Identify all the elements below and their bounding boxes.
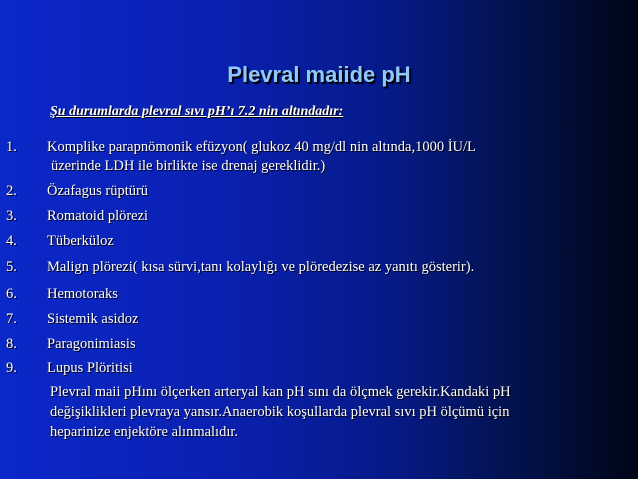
list-item-number: 3.	[6, 208, 17, 224]
list-item-text: Malign plörezi( kısa sürvi,tanı kolaylığı ve plöredezise az yanıtı gösterir).	[47, 259, 475, 275]
list-item-text: Özafagus rüptürü	[47, 183, 149, 199]
list-item-number: 7.	[6, 311, 17, 327]
list-item-number: 8.	[6, 336, 17, 352]
list-item-number: 6.	[6, 286, 17, 302]
list-item-text	[47, 138, 627, 176]
list-item-text: Tüberküloz	[47, 233, 114, 249]
slide-subtitle: Şu durumlarda plevral sıvı pH’ı 7.2 nin altındadır:	[50, 104, 344, 119]
list-item-text: Lupus Plöritisi	[47, 360, 133, 376]
list-item-text: Romatoid plörezi	[47, 208, 149, 224]
list-item-line: üzerinde LDH ile birlikte ise drenaj gereklidir.)	[51, 158, 326, 174]
list-item-number: 2.	[6, 183, 17, 199]
note-paragraph	[50, 382, 630, 442]
note-line: değişiklikleri plevraya yansır.Anaerobik koşullarda plevral sıvı pH ölçümü için	[50, 404, 510, 420]
list-item-number: 5.	[6, 259, 17, 275]
slide-title: Plevral maiide pH	[227, 62, 411, 87]
list-item-text: Paragonimiasis	[47, 336, 136, 352]
note-line: Plevral maii pHını ölçerken arteryal kan pH sını da ölçmek gerekir.Kandaki pH	[50, 384, 511, 400]
note-line: heparinize enjektöre alınmalıdır.	[50, 424, 239, 440]
list-item-number: 4.	[6, 233, 17, 249]
list-item-text: Sistemik asidoz	[47, 311, 139, 327]
list-item-line: Komplike parapnömonik efüzyon( glukoz 40 mg/dl nin altında,1000 İU/L	[47, 139, 476, 155]
list-item-number: 1.	[6, 139, 17, 155]
list-item-text: Hemotoraks	[47, 286, 118, 302]
list-item-number: 9.	[6, 360, 17, 376]
